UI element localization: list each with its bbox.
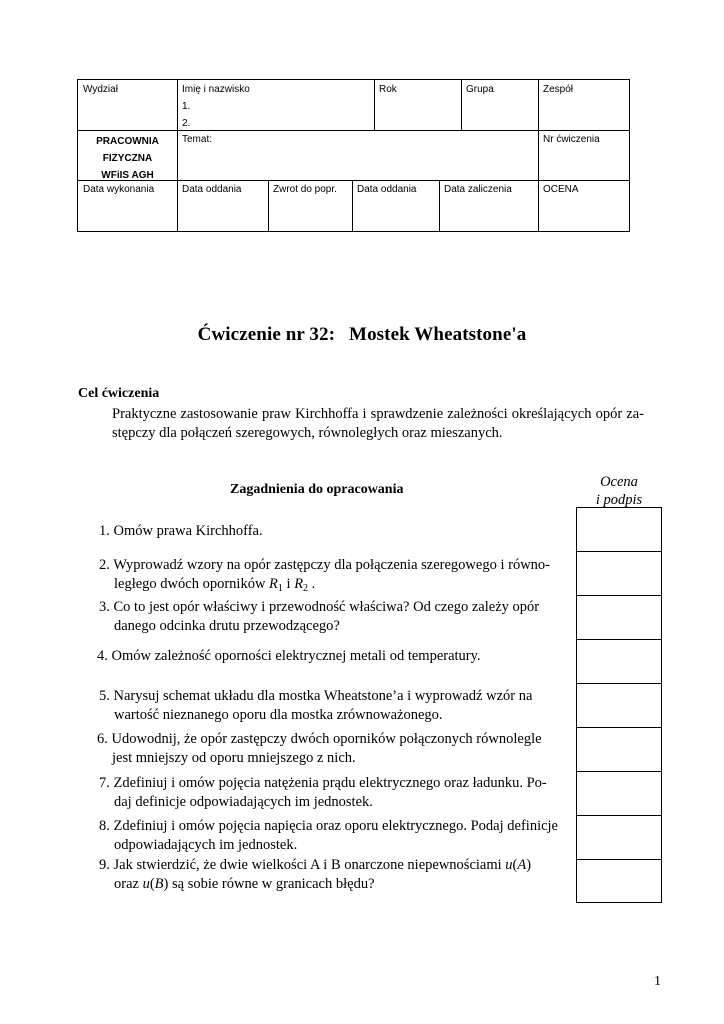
lab-name-line-3: WFiIS AGH	[101, 170, 154, 181]
grade-box-2[interactable]	[576, 551, 662, 595]
exercise-name: Mostek Wheatstone'a	[349, 324, 527, 345]
header-table	[77, 79, 630, 232]
cell-data-wykonania	[77, 180, 178, 232]
cell-nr-cwiczenia	[538, 130, 630, 181]
imie-nazwisko-label: Imię i nazwisko	[182, 84, 250, 95]
ocena-label: OCENA	[543, 184, 579, 195]
member-2-label: 2.	[182, 118, 191, 129]
grade-box-8[interactable]	[576, 815, 662, 859]
topic-6-line-1: 6. Udowodnij, że opór zastępczy dwóch oporników połączonych równolegle	[97, 731, 542, 747]
r-symbol-2: R	[294, 576, 304, 592]
topic-9-line-1-text: 9. Jak stwierdzić, że dwie wielkości A i B onarczone niepewnościami	[99, 857, 506, 873]
topic-2-and: i	[282, 576, 295, 592]
r-subscript-1: 1	[277, 583, 283, 594]
topic-item-5	[99, 687, 532, 725]
nr-cwiczenia-label: Nr ćwiczenia	[543, 134, 600, 145]
topic-item-1	[99, 522, 263, 541]
lab-name-line-1: PRACOWNIA	[96, 136, 159, 147]
r-symbol-1: R	[269, 576, 278, 592]
cell-temat	[177, 130, 539, 181]
grade-boxes	[576, 507, 662, 903]
topic-3-line-2: danego odcinka drutu przewodzącego?	[114, 618, 340, 634]
data-wykonania-label: Data wykonania	[83, 184, 155, 195]
goal-text-line-1: Praktyczne zastosowanie praw Kirchhoffa i sprawdzenie zależności określających opór za-	[112, 406, 644, 422]
data-oddania-2-label: Data oddania	[357, 184, 417, 195]
cell-zwrot	[268, 180, 353, 232]
page-title	[0, 324, 724, 346]
zespol-label: Zespół	[543, 84, 574, 95]
grade-box-5[interactable]	[576, 683, 662, 727]
topic-2-line-1: 2. Wyprowadź wzory na opór zastępczy dla połączenia szeregowego i równo-	[99, 557, 550, 573]
topic-9-line-1: 9. Jak stwierdzić, że dwie wielkości A i B onarczone niepewnościami u(A)	[99, 857, 532, 873]
topic-2-end: .	[308, 576, 316, 592]
topics-heading: Zagadnienia do opracowania	[230, 482, 404, 497]
topic-5-line-2: wartość nieznanego oporu dla mostka zrównoważonego.	[114, 707, 443, 723]
cell-grupa	[461, 79, 539, 131]
grade-column-heading	[576, 473, 662, 509]
grade-heading-line-1: Ocena	[600, 474, 638, 490]
zwrot-label: Zwrot do popr.	[273, 184, 337, 195]
topic-4-line-1: 4. Omów zależność oporności elektrycznej metali od temperatury.	[97, 648, 481, 664]
grade-box-3[interactable]	[576, 595, 662, 639]
cell-data-oddania-2	[352, 180, 440, 232]
topic-2-line-2	[99, 575, 550, 598]
goal-text-line-2: stępczy dla połączeń szeregowych, równoległych oraz mieszanych.	[112, 425, 503, 441]
grade-box-9[interactable]	[576, 859, 662, 903]
member-1-label: 1.	[182, 101, 191, 112]
temat-label: Temat:	[182, 134, 213, 145]
lab-name-line-2: FIZYCZNA	[102, 153, 153, 164]
grade-heading-line-2: i podpis	[595, 492, 643, 508]
cell-zespol	[538, 79, 630, 131]
b-symbol: B	[154, 876, 164, 892]
grupa-label: Grupa	[466, 84, 494, 95]
topic-3-line-1: 3. Co to jest opór właściwy i przewodność właściwa? Od czego zależy opór	[99, 599, 540, 615]
topic-9-line-2-end: są sobie równe w granicach błędu?	[168, 876, 375, 892]
grade-box-4[interactable]	[576, 639, 662, 683]
topic-9-line-2-start: oraz	[114, 876, 143, 892]
goal-text	[112, 405, 644, 443]
exercise-number: Ćwiczenie nr 32:	[197, 324, 336, 345]
grade-box-7[interactable]	[576, 771, 662, 815]
cell-lab-name	[77, 130, 178, 181]
a-symbol: A	[517, 857, 527, 873]
topic-5-line-1: 5. Narysuj schemat układu dla mostka Wheatstone’a i wyprowadź wzór na	[99, 688, 533, 704]
topic-8-line-1: 8. Zdefiniuj i omów pojęcia napięcia oraz oporu elektrycznego. Podaj definicje	[99, 818, 558, 834]
grade-box-1[interactable]	[576, 507, 662, 551]
topic-2-line-2-text: ległego dwóch oporników	[114, 576, 270, 592]
cell-rok	[374, 79, 462, 131]
data-oddania-1-label: Data oddania	[182, 184, 242, 195]
topic-6-line-2: jest mniejszy od oporu mniejszego z nich.	[112, 750, 356, 766]
cell-imie-nazwisko	[177, 79, 375, 131]
u-symbol-1: u	[505, 857, 513, 873]
page-number: 1	[654, 974, 661, 989]
topic-7-line-1: 7. Zdefiniuj i omów pojęcia natężenia prądu elektrycznego oraz ładunku. Po-	[99, 775, 547, 791]
topic-8-line-2: odpowiadających im jednostek.	[114, 837, 298, 853]
topic-item-8	[99, 817, 558, 855]
wydzial-label: Wydział	[83, 84, 118, 95]
grade-box-6[interactable]	[576, 727, 662, 771]
topic-item-3	[99, 598, 539, 636]
r-subscript-2: 2	[303, 583, 309, 594]
data-zaliczenia-label: Data zaliczenia	[444, 184, 512, 195]
cell-data-oddania-1	[177, 180, 269, 232]
cell-data-zaliczenia	[439, 180, 539, 232]
goal-heading: Cel ćwiczenia	[78, 386, 160, 401]
topic-item-6	[97, 730, 542, 768]
u-symbol-2: u	[142, 876, 150, 892]
topic-item-7	[99, 774, 547, 812]
topic-item-4	[97, 647, 481, 666]
cell-wydzial	[77, 79, 178, 131]
topic-item-9	[99, 856, 531, 894]
cell-ocena	[538, 180, 630, 232]
topic-1-line-1: 1. Omów prawa Kirchhoffa.	[99, 523, 263, 539]
topic-item-2	[99, 556, 550, 598]
rok-label: Rok	[379, 84, 397, 95]
topic-9-line-2: oraz u(B) są sobie równe w granicach błędu?	[114, 876, 375, 892]
topic-7-line-2: daj definicje odpowiadających im jednostek.	[114, 794, 373, 810]
